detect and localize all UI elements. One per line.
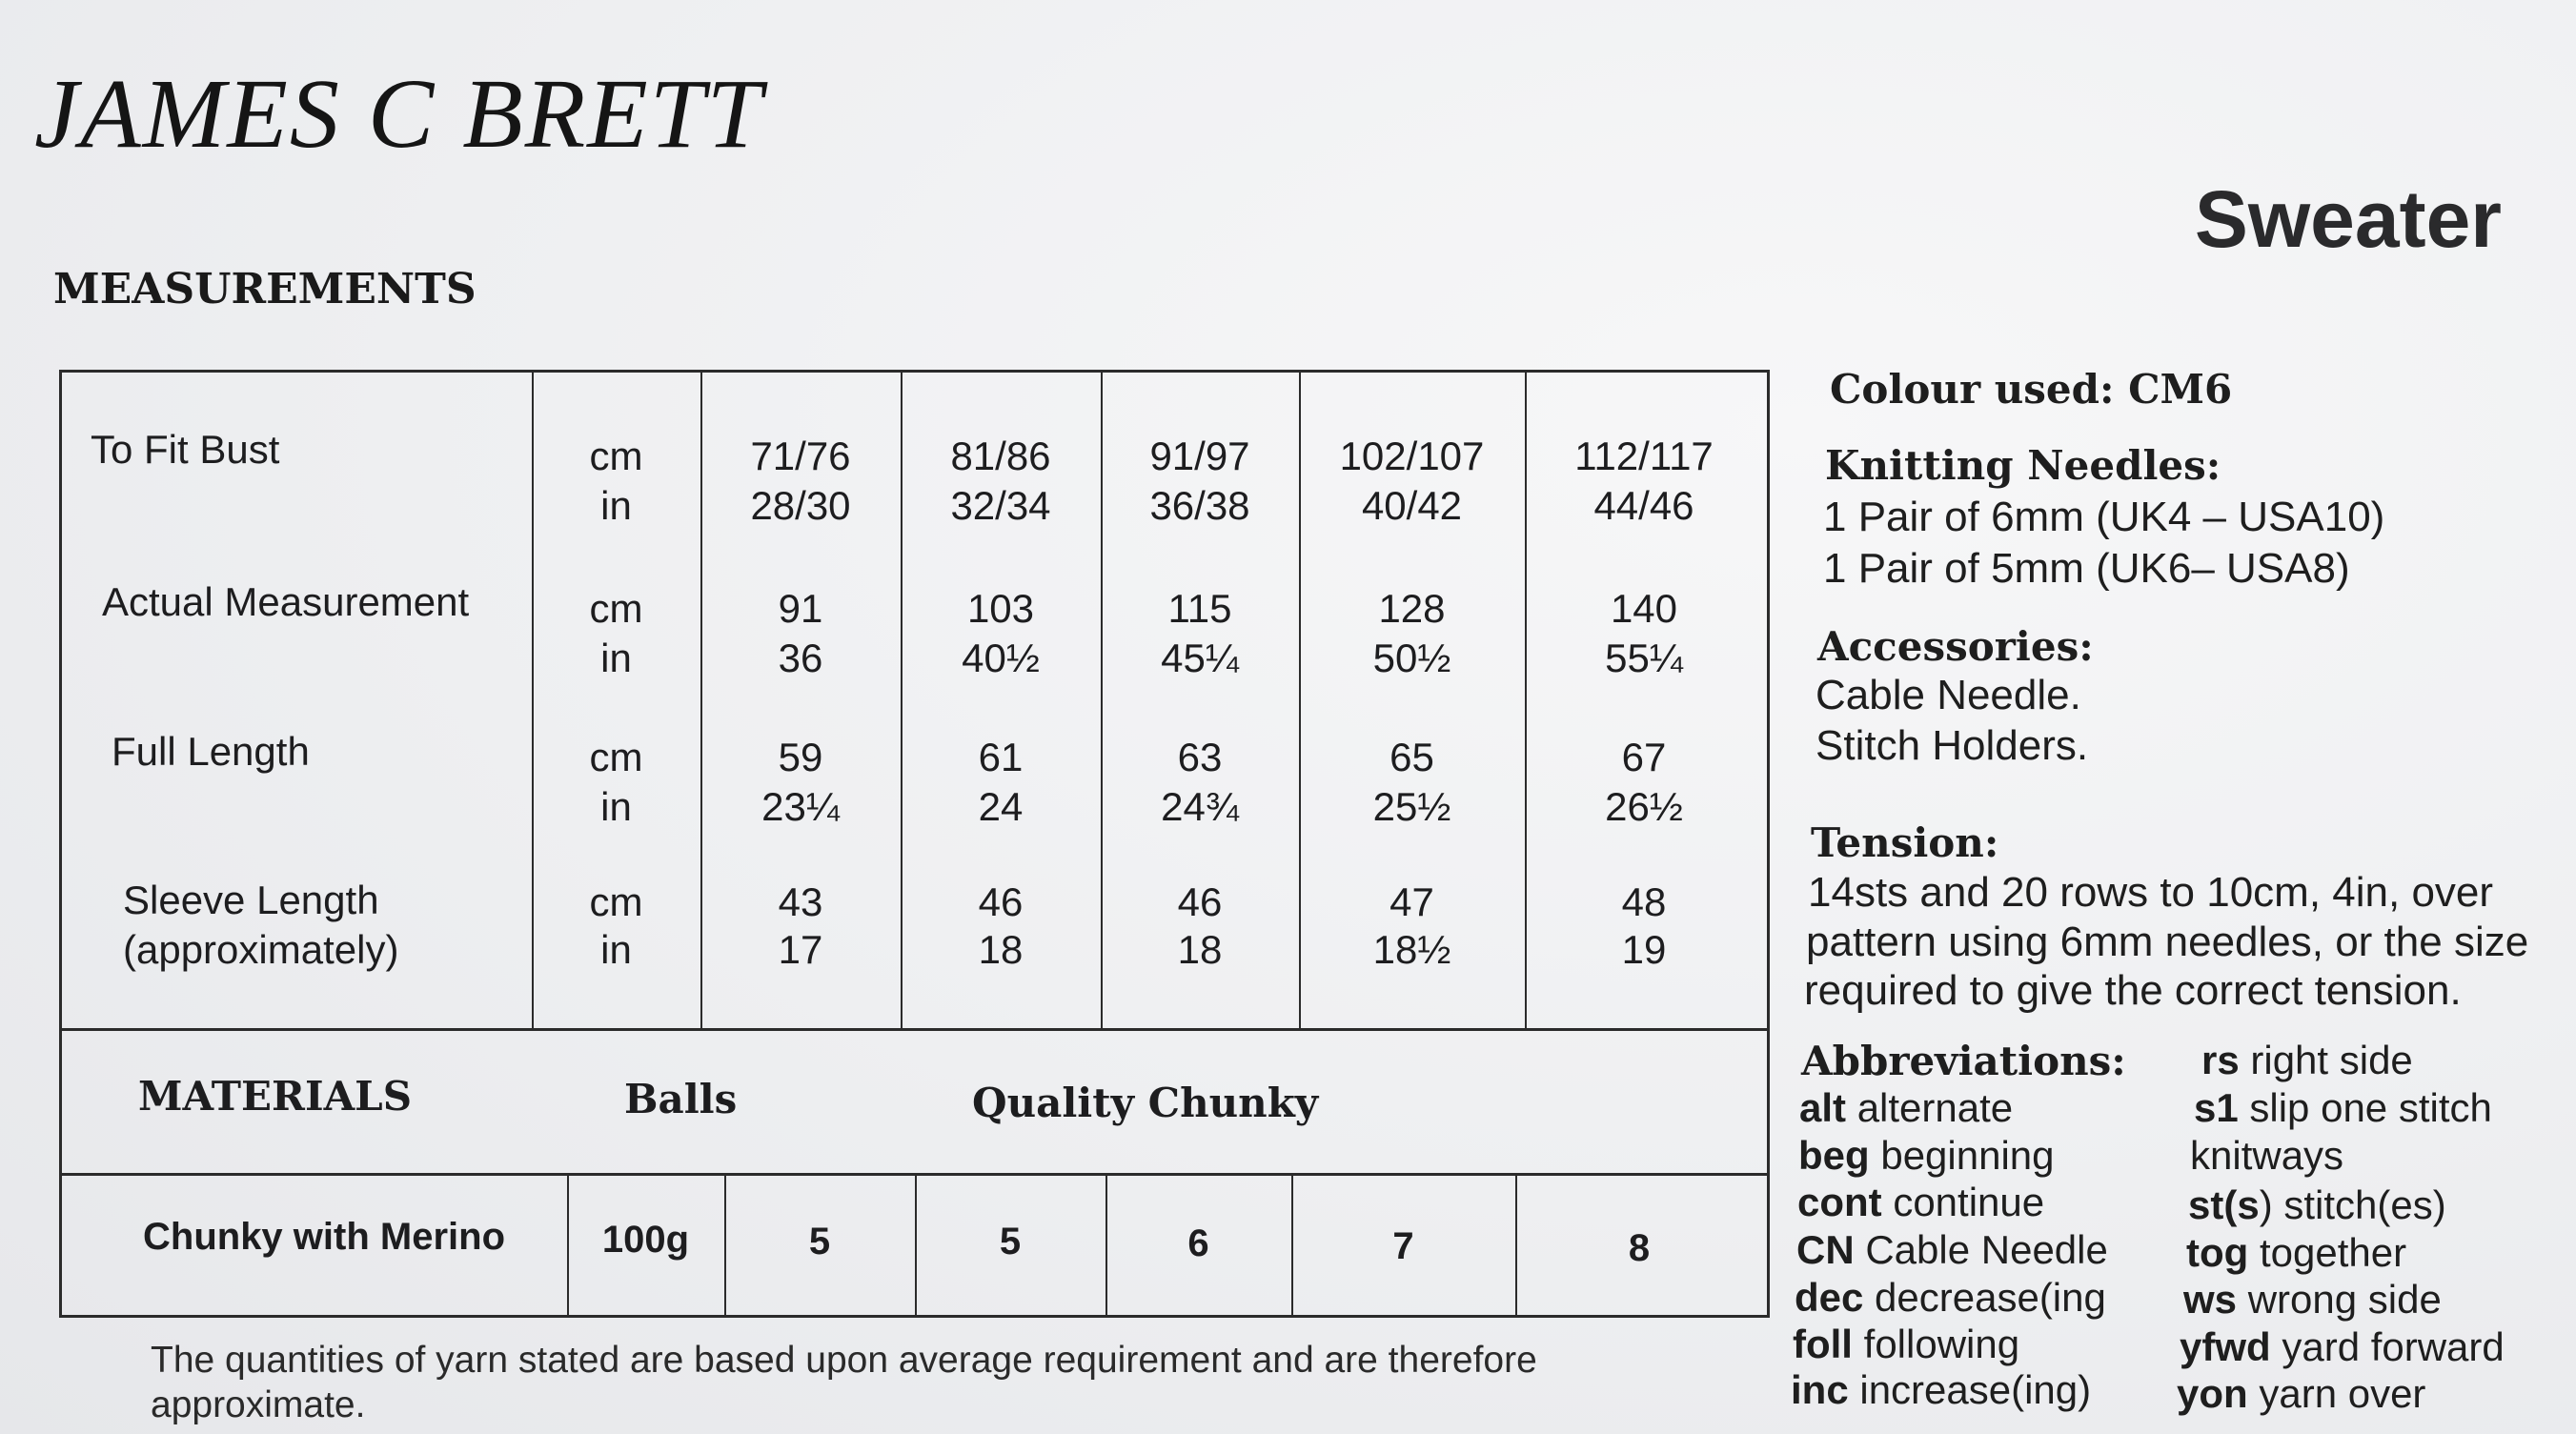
size-value: 67 [1621, 735, 1667, 779]
size-value: 40/42 [1361, 483, 1463, 528]
size-value: 59 [778, 735, 823, 779]
accessory-item: Cable Needle. [1815, 672, 2081, 718]
size-value: 81/86 [950, 434, 1051, 478]
size-value: 128 [1378, 586, 1446, 631]
unit-cm: cm [589, 434, 643, 478]
unit-cm: cm [589, 735, 643, 779]
abbreviation-item: dec decrease(ing [1795, 1275, 2106, 1320]
size-value: 28/30 [750, 483, 851, 528]
balls-value: 8 [1628, 1227, 1651, 1269]
row-label: Actual Measurement [102, 579, 470, 624]
size-value: 47 [1389, 879, 1434, 924]
size-value: 18 [978, 927, 1024, 972]
size-value: 115 [1167, 586, 1232, 631]
materials-heading: MATERIALS [138, 1073, 413, 1120]
tension-line: pattern using 6mm needles, or the size [1806, 919, 2529, 965]
size-value: 18 [1177, 927, 1223, 972]
abbreviations-heading: Abbreviations: [1801, 1038, 2126, 1084]
size-value: 46 [978, 879, 1024, 924]
row-label: Sleeve Length [123, 878, 379, 922]
size-value: 19 [1621, 927, 1667, 972]
size-value: 61 [978, 735, 1024, 779]
yarn-weight: 100g [601, 1219, 690, 1261]
size-value: 36/38 [1149, 483, 1250, 528]
measurements-heading: MEASUREMENTS [53, 265, 477, 313]
abbreviation-item: inc increase(ing) [1791, 1367, 2092, 1412]
accessory-item: Stitch Holders. [1815, 722, 2089, 769]
pattern-title: Sweater [2194, 174, 2502, 264]
needle-item: 1 Pair of 5mm (UK6– USA8) [1823, 545, 2350, 592]
abbreviation-item: s1 slip one stitch [2194, 1085, 2492, 1130]
size-value: 23¼ [761, 784, 840, 829]
yarn-quality: Quality Chunky [972, 1080, 1319, 1126]
size-value: 36 [778, 636, 823, 680]
size-value: 18½ [1372, 927, 1451, 972]
size-value: 103 [966, 586, 1035, 631]
abbreviation-item: beg beginning [1798, 1133, 2055, 1178]
size-value: 91 [778, 586, 823, 631]
balls-value: 6 [1187, 1222, 1209, 1264]
size-value: 91/97 [1149, 434, 1250, 478]
tension-heading: Tension: [1811, 819, 1999, 866]
brand-logo: JAMES C BRETT [34, 59, 764, 169]
yarn-name: Chunky with Merino [143, 1216, 505, 1258]
accessories-heading: Accessories: [1817, 623, 2094, 670]
unit-in: in [600, 483, 632, 528]
size-value: 26½ [1605, 784, 1683, 829]
size-value: 102/107 [1339, 434, 1485, 478]
unit-in: in [600, 784, 632, 829]
table-divider [62, 1028, 1767, 1031]
size-value: 43 [778, 879, 823, 924]
row-label-note: (approximately) [123, 927, 399, 972]
balls-value: 5 [999, 1221, 1022, 1262]
size-value: 50½ [1372, 636, 1451, 680]
abbreviation-item: foll following [1793, 1322, 2020, 1366]
yarn-footnote: The quantities of yarn stated are based upon average requirement and are therefore approximate. [151, 1340, 1537, 1425]
abbreviation-item: ws wrong side [2183, 1277, 2442, 1322]
size-value: 44/46 [1593, 483, 1694, 528]
abbreviation-item: tog together [2186, 1230, 2407, 1275]
row-label: Full Length [112, 729, 310, 774]
size-value: 24¾ [1161, 784, 1239, 829]
abbreviation-item: st(s) stitch(es) [2188, 1182, 2446, 1227]
size-value: 71/76 [750, 434, 851, 478]
size-value: 45¼ [1161, 636, 1239, 680]
balls-value: 5 [808, 1221, 831, 1262]
size-value: 25½ [1372, 784, 1451, 829]
abbreviation-item: cont continue [1797, 1180, 2045, 1224]
size-value: 112/117 [1574, 434, 1714, 478]
row-label: To Fit Bust [91, 427, 280, 472]
size-value: 17 [778, 927, 823, 972]
abbreviation-item: CN Cable Needle [1796, 1227, 2108, 1272]
abbreviation-item: knitways [2190, 1133, 2344, 1178]
colour-used: Colour used: CM6 [1830, 366, 2233, 413]
needle-item: 1 Pair of 6mm (UK4 – USA10) [1823, 494, 2385, 540]
unit-cm: cm [589, 879, 643, 924]
size-value: 46 [1177, 879, 1223, 924]
tension-line: required to give the correct tension. [1804, 967, 2462, 1014]
size-value: 24 [978, 784, 1024, 829]
balls-label: Balls [624, 1076, 738, 1122]
abbreviation-item: alt alternate [1799, 1085, 2014, 1130]
unit-in: in [600, 927, 632, 972]
size-value: 63 [1177, 735, 1223, 779]
tension-line: 14sts and 20 rows to 10cm, 4in, over [1808, 869, 2494, 916]
balls-value: 7 [1392, 1225, 1414, 1267]
size-value: 48 [1621, 879, 1667, 924]
abbreviation-item: yon yarn over [2177, 1371, 2426, 1416]
needles-heading: Knitting Needles: [1825, 442, 2221, 489]
unit-cm: cm [589, 586, 643, 631]
abbreviation-item: yfwd yard forward [2180, 1324, 2505, 1369]
measurements-table [59, 370, 1770, 1318]
size-value: 40½ [962, 636, 1040, 680]
size-value: 140 [1610, 586, 1678, 631]
size-value: 55¼ [1605, 636, 1683, 680]
size-value: 32/34 [950, 483, 1051, 528]
size-value: 65 [1389, 735, 1434, 779]
unit-in: in [600, 636, 632, 680]
abbreviation-item: rs right side [2201, 1038, 2413, 1082]
